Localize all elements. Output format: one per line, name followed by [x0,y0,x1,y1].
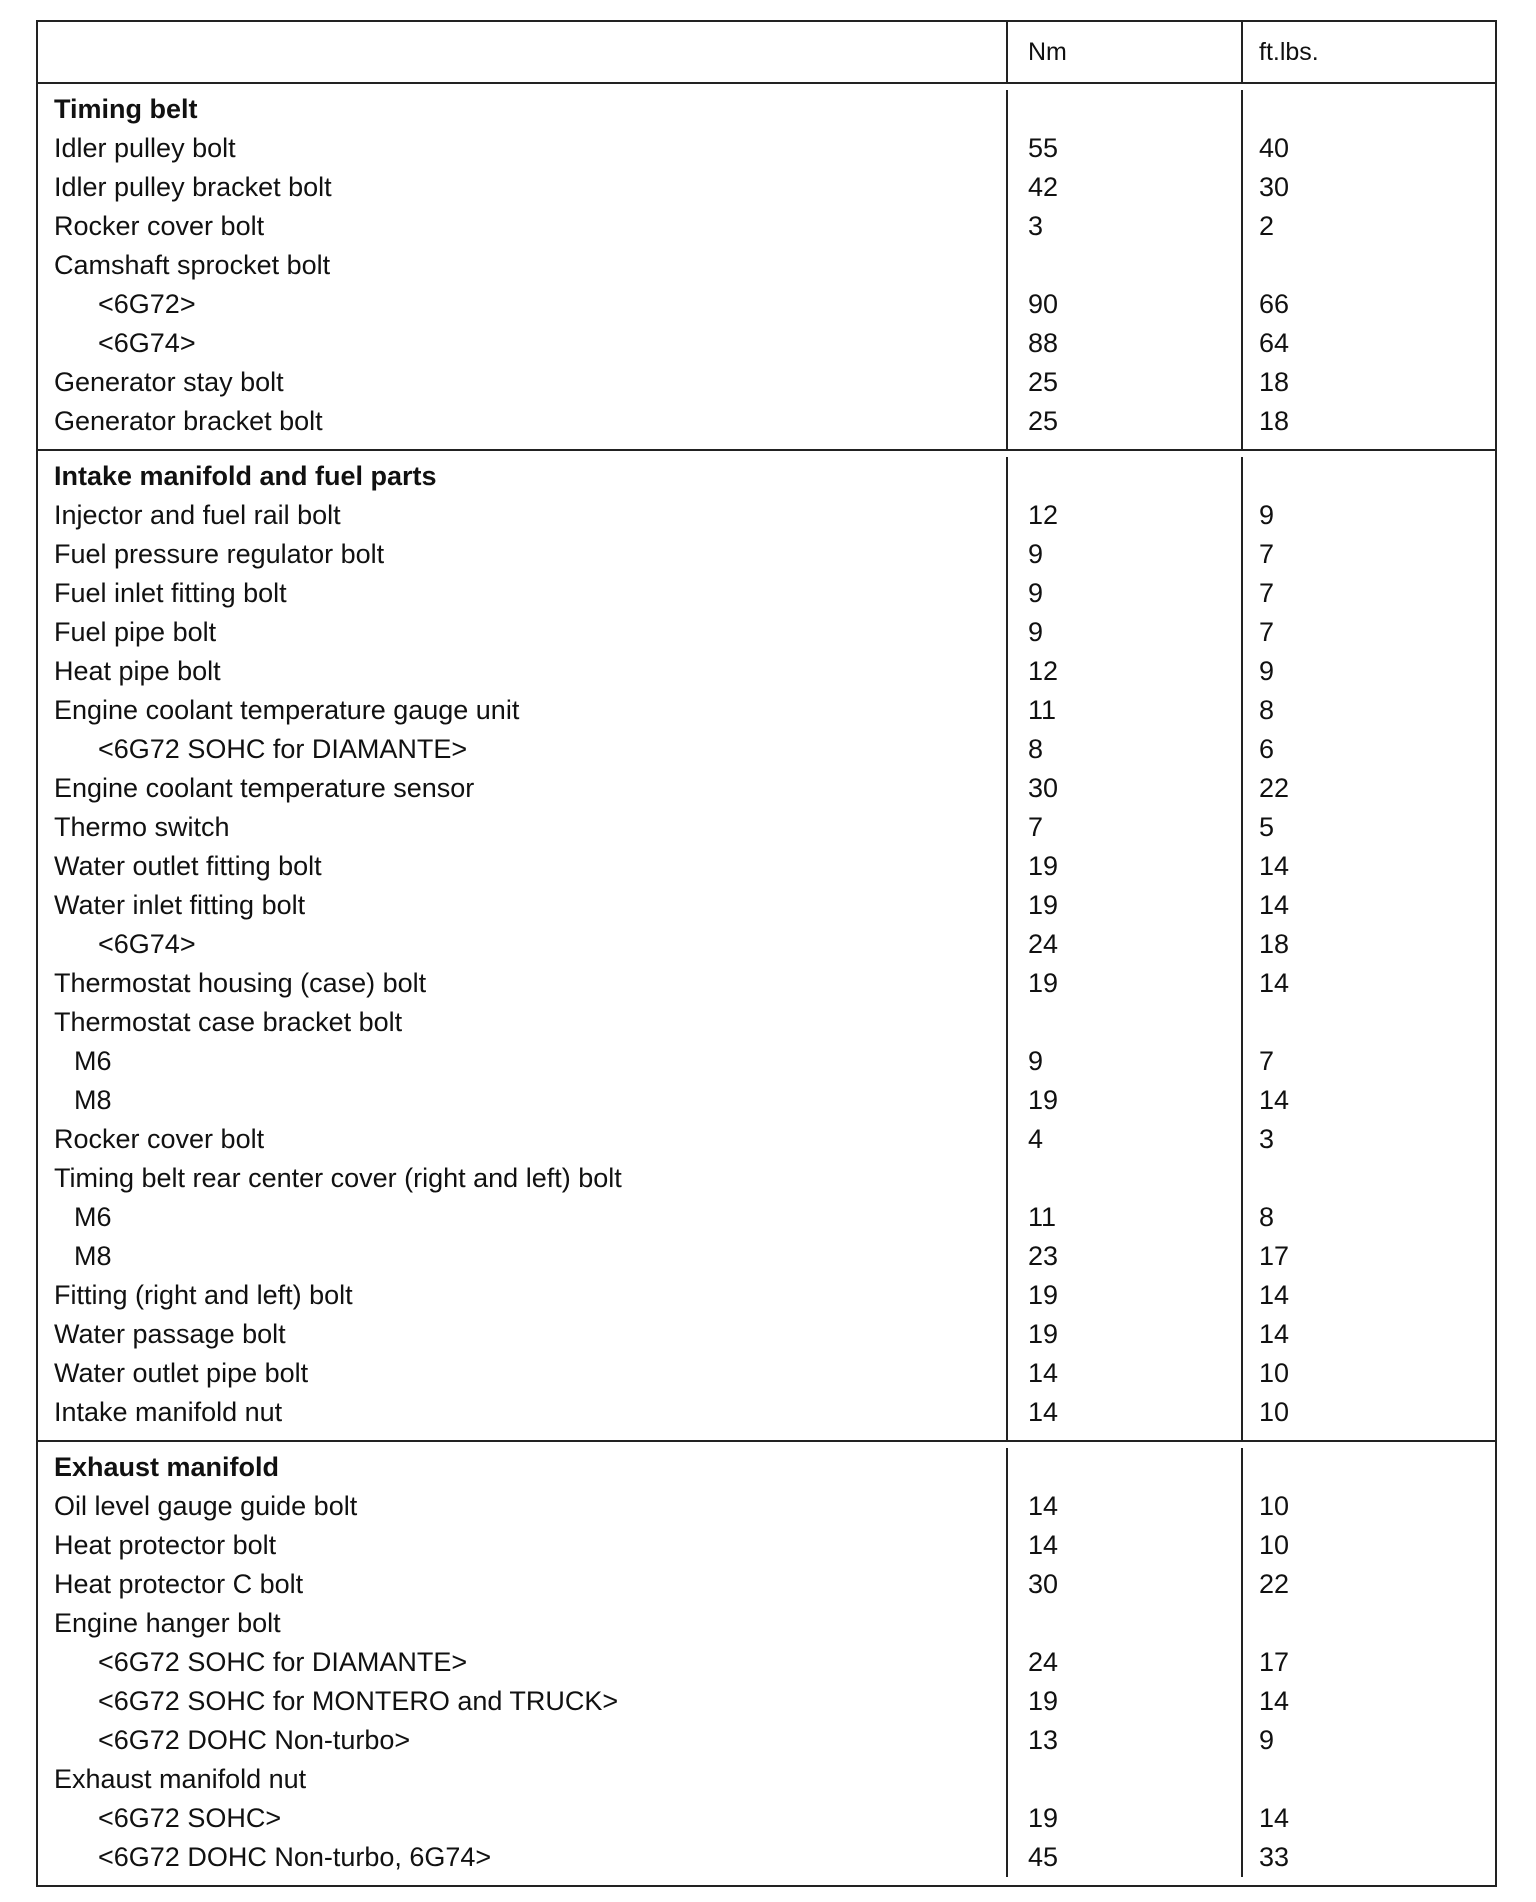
nm-value: 14 [1028,1530,1059,1560]
ftlbs-value: 14 [1259,1803,1290,1833]
nm-value: 7 [1028,812,1044,842]
table-row [38,1198,1495,1237]
ftlbs-value: 66 [1259,289,1290,319]
ftlbs-value: 2 [1259,211,1275,241]
nm-value: 11 [1028,695,1057,725]
table-row [38,1393,1495,1432]
ftlbs-value: 6 [1259,734,1275,764]
nm-value: 30 [1028,773,1059,803]
ftlbs-value: 10 [1259,1530,1290,1560]
item-label: Fitting (right and left) bolt [54,1280,353,1310]
item-label: Rocker cover bolt [54,211,265,241]
table-row [38,402,1495,441]
section-title: Timing belt [54,94,198,124]
item-label: M6 [74,1046,112,1076]
ftlbs-value: 14 [1259,1085,1290,1115]
nm-value: 14 [1028,1397,1059,1427]
table-row [38,1276,1495,1315]
item-label: <6G72 SOHC for DIAMANTE> [98,1647,468,1677]
table-row [38,1799,1495,1838]
table-section [38,457,1495,1442]
table-row [38,1354,1495,1393]
ftlbs-value: 22 [1259,1569,1290,1599]
table-row [38,1838,1495,1877]
section-title-row [38,1448,1495,1487]
item-label: Idler pulley bracket bolt [54,172,332,202]
torque-spec-table [36,20,1497,1887]
nm-value: 23 [1028,1241,1059,1271]
table-row [38,1526,1495,1565]
ftlbs-value: 18 [1259,929,1290,959]
ftlbs-value: 9 [1259,656,1275,686]
item-label: Injector and fuel rail bolt [54,500,341,530]
ftlbs-value: 64 [1259,328,1290,358]
table-row [38,1042,1495,1081]
table-row [38,886,1495,925]
item-label: Generator bracket bolt [54,406,323,436]
nm-value: 25 [1028,367,1059,397]
nm-value: 12 [1028,500,1059,530]
section-title-row [38,457,1495,496]
ftlbs-value: 14 [1259,1280,1290,1310]
table-row [38,1643,1495,1682]
table-row [38,324,1495,363]
ftlbs-value: 8 [1259,1202,1275,1232]
item-label: Fuel inlet fitting bolt [54,578,287,608]
item-label: Oil level gauge guide bolt [54,1491,358,1521]
nm-value: 24 [1028,929,1059,959]
section-title: Intake manifold and fuel parts [54,461,437,491]
nm-value: 9 [1028,1046,1044,1076]
ftlbs-value: 17 [1259,1647,1290,1677]
nm-value: 19 [1028,1280,1059,1310]
item-label: Engine coolant temperature sensor [54,773,475,803]
nm-value: 19 [1028,1085,1059,1115]
item-label: Heat protector bolt [54,1530,277,1560]
ftlbs-value: 14 [1259,1686,1290,1716]
item-label: <6G72 SOHC for DIAMANTE> [98,734,468,764]
table-row [38,207,1495,246]
item-label: <6G72 DOHC Non-turbo> [98,1725,411,1755]
nm-value: 90 [1028,289,1059,319]
ftlbs-value: 10 [1259,1358,1290,1388]
item-label: Camshaft sprocket bolt [54,250,331,280]
ftlbs-value: 7 [1259,617,1275,647]
table-row [38,769,1495,808]
item-label: Thermo switch [54,812,230,842]
item-label: Fuel pressure regulator bolt [54,539,385,569]
item-label: Engine hanger bolt [54,1608,281,1638]
table-row [38,730,1495,769]
section-title: Exhaust manifold [54,1452,280,1482]
nm-value: 11 [1028,1202,1057,1232]
table-row [38,652,1495,691]
ftlbs-value: 7 [1259,539,1275,569]
nm-value: 4 [1028,1124,1044,1154]
item-label: Water outlet pipe bolt [54,1358,309,1388]
nm-value: 19 [1028,968,1059,998]
nm-value: 3 [1028,211,1044,241]
item-label: Thermostat housing (case) bolt [54,968,427,998]
nm-value: 45 [1028,1842,1059,1872]
nm-value: 8 [1028,734,1044,764]
nm-value: 9 [1028,539,1044,569]
item-label: Engine coolant temperature gauge unit [54,695,520,725]
nm-value: 19 [1028,851,1059,881]
table-section [38,90,1495,451]
table-body [38,90,1495,1877]
ftlbs-value: 7 [1259,1046,1275,1076]
table-row [38,168,1495,207]
item-label: <6G72> [98,289,196,319]
table-row [38,246,1495,285]
ftlbs-value: 22 [1259,773,1290,803]
item-label: Exhaust manifold nut [54,1764,307,1794]
nm-value: 42 [1028,172,1059,202]
table-row [38,691,1495,730]
header-item-column [38,22,1008,82]
item-label: <6G72 SOHC> [98,1803,282,1833]
table-row [38,1237,1495,1276]
table-row [38,129,1495,168]
header-nm-column: Nm [1008,22,1243,82]
ftlbs-value: 9 [1259,1725,1275,1755]
item-label: Idler pulley bolt [54,133,236,163]
nm-value: 19 [1028,1686,1059,1716]
ftlbs-value: 18 [1259,367,1290,397]
table-section [38,1448,1495,1877]
ftlbs-value: 10 [1259,1397,1290,1427]
ftlbs-value: 7 [1259,578,1275,608]
nm-value: 19 [1028,890,1059,920]
table-row [38,1682,1495,1721]
nm-value: 13 [1028,1725,1059,1755]
item-label: M6 [74,1202,112,1232]
nm-value: 19 [1028,1319,1059,1349]
nm-value: 19 [1028,1803,1059,1833]
nm-value: 14 [1028,1491,1059,1521]
item-label: <6G74> [98,929,196,959]
ftlbs-value: 3 [1259,1124,1275,1154]
item-label: <6G72 DOHC Non-turbo, 6G74> [98,1842,492,1872]
item-label: Fuel pipe bolt [54,617,217,647]
item-label: Heat pipe bolt [54,656,221,686]
table-row [38,535,1495,574]
table-row [38,1760,1495,1799]
nm-value: 55 [1028,133,1059,163]
item-label: Heat protector C bolt [54,1569,304,1599]
ftlbs-value: 10 [1259,1491,1290,1521]
item-label: <6G74> [98,328,196,358]
ftlbs-value: 8 [1259,695,1275,725]
item-label: Water passage bolt [54,1319,286,1349]
item-label: Intake manifold nut [54,1397,283,1427]
nm-value: 9 [1028,617,1044,647]
nm-value: 25 [1028,406,1059,436]
item-label: Water outlet fitting bolt [54,851,322,881]
ftlbs-value: 33 [1259,1842,1290,1872]
ftlbs-value: 5 [1259,812,1275,842]
table-row [38,1721,1495,1760]
nm-value: 14 [1028,1358,1059,1388]
table-row [38,363,1495,402]
item-label: <6G72 SOHC for MONTERO and TRUCK> [98,1686,619,1716]
ftlbs-value: 30 [1259,172,1290,202]
nm-value: 88 [1028,328,1059,358]
ftlbs-value: 17 [1259,1241,1290,1271]
item-label: Thermostat case bracket bolt [54,1007,403,1037]
nm-value: 24 [1028,1647,1059,1677]
ftlbs-value: 14 [1259,968,1290,998]
ftlbs-value: 40 [1259,133,1290,163]
ftlbs-value: 14 [1259,1319,1290,1349]
table-row [38,1081,1495,1120]
table-row [38,1604,1495,1643]
nm-value: 9 [1028,578,1044,608]
table-row [38,1003,1495,1042]
ftlbs-value: 18 [1259,406,1290,436]
nm-value: 30 [1028,1569,1059,1599]
table-row [38,1120,1495,1159]
table-row [38,964,1495,1003]
table-row [38,1487,1495,1526]
ftlbs-value: 14 [1259,890,1290,920]
table-row [38,574,1495,613]
table-row [38,808,1495,847]
section-title-row [38,90,1495,129]
table-row [38,496,1495,535]
table-row [38,1565,1495,1604]
header-ftlbs-column: ft.lbs. [1259,37,1319,66]
item-label: Rocker cover bolt [54,1124,265,1154]
ftlbs-value: 14 [1259,851,1290,881]
table-row [38,613,1495,652]
item-label: Water inlet fitting bolt [54,890,306,920]
nm-value: 12 [1028,656,1059,686]
table-row [38,1159,1495,1198]
table-row [38,925,1495,964]
table-header [38,22,1495,84]
item-label: Timing belt rear center cover (right and left) bolt [54,1163,622,1193]
table-row [38,847,1495,886]
table-row [38,1315,1495,1354]
ftlbs-value: 9 [1259,500,1275,530]
item-label: M8 [74,1085,112,1115]
item-label: Generator stay bolt [54,367,284,397]
table-row [38,285,1495,324]
item-label: M8 [74,1241,112,1271]
